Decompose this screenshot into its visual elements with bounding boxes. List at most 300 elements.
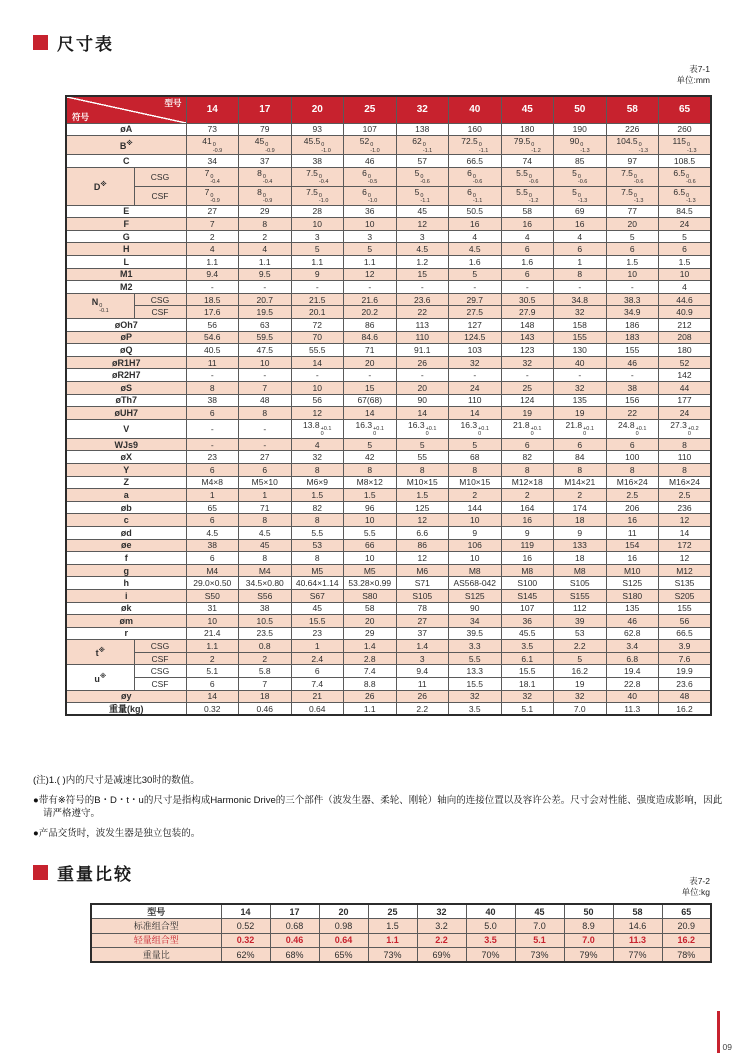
table-row — [66, 394, 711, 407]
value-cell: - — [396, 281, 449, 294]
value-cell: 20.1 — [291, 306, 344, 319]
value-cell: 124.5 — [449, 331, 502, 344]
value-cell: 46 — [606, 356, 659, 369]
table-row — [66, 186, 711, 205]
value-cell: 1 — [239, 489, 292, 502]
value-cell: 58 — [501, 205, 554, 218]
value-cell: 0.46 — [270, 933, 319, 948]
table-row — [66, 665, 711, 678]
row-label: E — [66, 205, 186, 218]
value-cell: 10 — [344, 552, 397, 565]
value-cell: 154 — [606, 539, 659, 552]
value-cell: M6×9 — [291, 476, 344, 489]
value-cell: 4 — [449, 230, 502, 243]
value-cell: 38 — [291, 155, 344, 168]
value-cell: 115 0 -1.3 — [659, 136, 712, 155]
value-cell: 155 — [554, 331, 607, 344]
red-square-icon — [33, 35, 48, 50]
row-label: C — [66, 155, 186, 168]
value-cell: 36 — [344, 205, 397, 218]
table-row — [66, 123, 711, 136]
table-row — [66, 451, 711, 464]
value-cell: 63 — [239, 319, 292, 332]
value-cell: 10 — [344, 514, 397, 527]
value-cell: 6 — [501, 268, 554, 281]
table-row — [66, 205, 711, 218]
table-row — [66, 489, 711, 502]
value-cell: 7.5 0 -0.6 — [606, 167, 659, 186]
value-cell: 56 — [186, 319, 239, 332]
value-cell: 3.4 — [606, 640, 659, 653]
value-cell: 5 — [291, 243, 344, 256]
table2-reference — [682, 876, 710, 898]
value-cell: 2.8 — [344, 652, 397, 665]
value-cell: 3 — [291, 230, 344, 243]
value-cell: 226 — [606, 123, 659, 136]
value-cell: 206 — [606, 501, 659, 514]
value-cell: S180 — [606, 589, 659, 602]
row-label: H — [66, 243, 186, 256]
value-cell: M14×21 — [554, 476, 607, 489]
value-cell: 7 0 -0.9 — [186, 186, 239, 205]
value-cell: 4 — [186, 243, 239, 256]
value-cell: 7 — [186, 218, 239, 231]
reference-mark: ※ — [100, 181, 107, 189]
value-cell: 10 — [449, 552, 502, 565]
value-cell: M10×15 — [449, 476, 502, 489]
value-cell: 45.5 0 -1.0 — [291, 136, 344, 155]
value-cell: 20 — [396, 382, 449, 395]
value-cell: 4 — [501, 230, 554, 243]
value-cell: 2 — [239, 652, 292, 665]
table-row — [66, 652, 711, 665]
value-cell: 174 — [554, 501, 607, 514]
row-label: B※ — [66, 136, 186, 155]
value-cell: 24 — [659, 407, 712, 420]
row-label: r — [66, 627, 186, 640]
value-cell: - — [396, 369, 449, 382]
row-label: øR2H7 — [66, 369, 186, 382]
value-cell: 16.2 — [659, 703, 712, 716]
value-cell: 8 — [186, 382, 239, 395]
value-cell: 40.9 — [659, 306, 712, 319]
tolerance: 0 -0.9 — [212, 142, 223, 154]
dimension-table — [65, 95, 712, 716]
value-cell: 3 — [344, 230, 397, 243]
value-cell: 3.3 — [449, 640, 502, 653]
column-header: 20 — [291, 96, 344, 123]
tolerance: 0 -1.1 — [422, 142, 433, 154]
row-label: c — [66, 514, 186, 527]
value-cell: 8 — [554, 268, 607, 281]
value-cell: 36 — [501, 615, 554, 628]
value-cell: M8×12 — [344, 476, 397, 489]
value-cell: 34 — [449, 615, 502, 628]
tolerance: +0.1 0 — [373, 425, 384, 438]
row-label: 重量比 — [91, 948, 221, 963]
value-cell: 6 — [606, 438, 659, 451]
value-cell: 108.5 — [659, 155, 712, 168]
value-cell: 16 — [449, 218, 502, 231]
value-cell: 4.5 — [239, 526, 292, 539]
value-cell: 6.1 — [501, 652, 554, 665]
value-cell: M4×8 — [186, 476, 239, 489]
value-cell: 143 — [501, 331, 554, 344]
value-cell: 14 — [291, 356, 344, 369]
value-cell: 53 — [554, 627, 607, 640]
value-cell: 180 — [501, 123, 554, 136]
value-cell: 14 — [449, 407, 502, 420]
row-label: øA — [66, 123, 186, 136]
value-cell: 5.5 — [291, 526, 344, 539]
table-row — [66, 564, 711, 577]
value-cell: 8 — [239, 514, 292, 527]
value-cell: 48 — [659, 690, 712, 703]
value-cell: 1 — [554, 256, 607, 269]
value-cell: 77% — [613, 948, 662, 963]
value-cell: M8 — [501, 564, 554, 577]
value-cell: 110 — [449, 394, 502, 407]
tolerance: 0 -0.4 — [262, 173, 273, 186]
tolerance: 0 -1.3 — [687, 142, 697, 154]
tolerance: +0.1 0 — [478, 425, 489, 438]
tolerance: 0 -0.9 — [265, 142, 275, 154]
value-cell: 38 — [239, 602, 292, 615]
value-cell: 71 — [239, 501, 292, 514]
value-cell: 62 0 -1.1 — [396, 136, 449, 155]
value-cell: 16 — [554, 218, 607, 231]
sub-row-label: CSF — [134, 652, 186, 665]
table1-unit: 单位:mm — [676, 75, 710, 85]
value-cell: 8 — [239, 218, 292, 231]
value-cell: M10 — [606, 564, 659, 577]
value-cell: 1.1 — [186, 640, 239, 653]
table-row — [66, 293, 711, 306]
row-label: øe — [66, 539, 186, 552]
value-cell: 86 — [396, 539, 449, 552]
table1-ref-number: 表7-1 — [689, 64, 710, 74]
row-label: N 0 -0.1 — [66, 293, 134, 318]
reference-mark: ※ — [99, 672, 107, 680]
value-cell: 2 — [501, 489, 554, 502]
value-cell: 27.5 — [449, 306, 502, 319]
value-cell: 38 — [606, 382, 659, 395]
value-cell: 5.8 — [239, 665, 292, 678]
table-row — [66, 703, 711, 716]
value-cell: 18 — [239, 690, 292, 703]
value-cell: 2 — [239, 230, 292, 243]
value-cell: AS568-042 — [449, 577, 502, 590]
value-cell: S135 — [659, 577, 712, 590]
value-cell: 28 — [291, 205, 344, 218]
value-cell: 45 0 -0.9 — [239, 136, 292, 155]
table-row — [66, 136, 711, 155]
value-cell: 212 — [659, 319, 712, 332]
value-cell: 32 — [554, 382, 607, 395]
value-cell: 10 — [239, 356, 292, 369]
tolerance: +0.1 0 — [530, 425, 542, 438]
value-cell: 2.5 — [659, 489, 712, 502]
tolerance: 0 -1.0 — [321, 142, 331, 154]
value-cell: 44.6 — [659, 293, 712, 306]
value-cell: 112 — [554, 602, 607, 615]
value-cell: 86 — [344, 319, 397, 332]
table-row — [66, 514, 711, 527]
value-cell: - — [554, 369, 607, 382]
row-label: i — [66, 589, 186, 602]
sub-row-label: CSG — [134, 665, 186, 678]
value-cell: 46 — [606, 615, 659, 628]
value-cell: 113 — [396, 319, 449, 332]
value-cell: 53 — [291, 539, 344, 552]
value-cell: 6 — [186, 514, 239, 527]
value-cell: 7.0 — [554, 703, 607, 716]
value-cell: - — [344, 281, 397, 294]
value-cell: 107 — [344, 123, 397, 136]
row-label: f — [66, 552, 186, 565]
value-cell: 10 — [606, 268, 659, 281]
value-cell: 9.5 — [239, 268, 292, 281]
value-cell: 2.2 — [554, 640, 607, 653]
value-cell: 104.5 0 -1.3 — [606, 136, 659, 155]
value-cell: 47.5 — [239, 344, 292, 357]
value-cell: 1.4 — [344, 640, 397, 653]
tolerance: 0 -1.1 — [472, 192, 483, 205]
value-cell: 18 — [554, 514, 607, 527]
value-cell: 2 — [449, 489, 502, 502]
value-cell: 16 — [501, 552, 554, 565]
table-row — [91, 948, 711, 963]
value-cell: 0.32 — [186, 703, 239, 716]
tolerance: 0 -1.1 — [420, 192, 430, 205]
table2-unit: 单位:kg — [681, 887, 710, 897]
value-cell: 7.5 0 -0.4 — [291, 167, 344, 186]
value-cell: 1.5 — [659, 256, 712, 269]
value-cell: 8 — [554, 463, 607, 476]
tolerance: 0 -0.6 — [420, 173, 430, 186]
value-cell: 29 — [344, 627, 397, 640]
value-cell: 6 — [186, 678, 239, 691]
value-cell: 5 — [449, 268, 502, 281]
row-label: F — [66, 218, 186, 231]
value-cell: 0.46 — [239, 703, 292, 716]
value-cell: 3.5 — [449, 703, 502, 716]
value-cell: S125 — [449, 589, 502, 602]
value-cell: 6 — [291, 665, 344, 678]
value-cell: 90 — [396, 394, 449, 407]
value-cell: 155 — [606, 344, 659, 357]
value-cell: 124 — [501, 394, 554, 407]
value-cell: 46 — [344, 155, 397, 168]
value-cell: 66.5 — [659, 627, 712, 640]
value-cell: - — [186, 419, 239, 438]
value-cell: 21.8 +0.1 0 — [501, 419, 554, 438]
value-cell: 48 — [239, 394, 292, 407]
table-row — [66, 419, 711, 438]
value-cell: 73 — [186, 123, 239, 136]
value-cell: 5.0 — [466, 919, 515, 934]
value-cell: - — [291, 281, 344, 294]
value-cell: 37 — [239, 155, 292, 168]
value-cell: 172 — [659, 539, 712, 552]
value-cell: 15.5 — [501, 665, 554, 678]
value-cell: 16 — [606, 552, 659, 565]
value-cell: - — [239, 419, 292, 438]
value-cell: 14 — [186, 690, 239, 703]
value-cell: 39 — [554, 615, 607, 628]
value-cell: 52 — [659, 356, 712, 369]
value-cell: S100 — [501, 577, 554, 590]
value-cell: 156 — [606, 394, 659, 407]
value-cell: 2.2 — [417, 933, 466, 948]
tolerance: 0 -1.0 — [318, 192, 329, 205]
value-cell: 16 — [606, 514, 659, 527]
value-cell: 91.1 — [396, 344, 449, 357]
value-cell: 5 — [344, 438, 397, 451]
value-cell: S125 — [606, 577, 659, 590]
value-cell: 6.5 0 -0.6 — [659, 167, 712, 186]
value-cell: 110 — [396, 331, 449, 344]
value-cell: 12 — [396, 514, 449, 527]
value-cell: 7.5 0 -1.0 — [291, 186, 344, 205]
tolerance: 0 -1.0 — [370, 142, 380, 154]
value-cell: 21.4 — [186, 627, 239, 640]
value-cell: M5 — [344, 564, 397, 577]
value-cell: M6 — [396, 564, 449, 577]
value-cell: 32 — [501, 690, 554, 703]
value-cell: 12 — [659, 514, 712, 527]
value-cell: 23.6 — [659, 678, 712, 691]
table-row — [66, 155, 711, 168]
value-cell: 32 — [449, 356, 502, 369]
tolerance: 0 -1.2 — [531, 142, 541, 154]
value-cell: 260 — [659, 123, 712, 136]
value-cell: 6 — [501, 243, 554, 256]
value-cell: 1.5 — [396, 489, 449, 502]
value-cell: 186 — [606, 319, 659, 332]
value-cell: 160 — [449, 123, 502, 136]
table-row — [66, 640, 711, 653]
value-cell: 6 0 -1.0 — [344, 186, 397, 205]
value-cell: 0.68 — [270, 919, 319, 934]
corner-symbol-label: 符号 — [72, 111, 90, 122]
value-cell: 5 — [554, 652, 607, 665]
value-cell: 8 — [606, 463, 659, 476]
note-1: (注)1.( )内的尺寸是减速比30时的数值。 — [33, 775, 200, 786]
value-cell: M5×10 — [239, 476, 292, 489]
value-cell: 5 — [344, 243, 397, 256]
value-cell: 7.4 — [344, 665, 397, 678]
value-cell: 6 — [239, 463, 292, 476]
value-cell: 8 — [449, 463, 502, 476]
tolerance: 0 -1.3 — [577, 192, 588, 205]
value-cell: 6.5 0 -1.3 — [659, 186, 712, 205]
value-cell: 5 0 -0.6 — [554, 167, 607, 186]
value-cell: 10 — [291, 382, 344, 395]
value-cell: 103 — [449, 344, 502, 357]
value-cell: 77 — [606, 205, 659, 218]
tolerance: 0 -1.3 — [580, 142, 590, 154]
section-weight-header — [33, 860, 133, 885]
value-cell: 62.8 — [606, 627, 659, 640]
value-cell: 2.4 — [291, 652, 344, 665]
row-label: øOh7 — [66, 319, 186, 332]
value-cell: 1.5 — [291, 489, 344, 502]
value-cell: 5.5 — [449, 652, 502, 665]
value-cell: 23.5 — [239, 627, 292, 640]
value-cell: 16.2 — [554, 665, 607, 678]
value-cell: 5 — [396, 438, 449, 451]
tolerance: +0.1 0 — [320, 425, 332, 438]
value-cell: 155 — [659, 602, 712, 615]
value-cell: 21.5 — [291, 293, 344, 306]
row-label: V — [66, 419, 186, 438]
value-cell: - — [239, 438, 292, 451]
page-number: 09 — [722, 1042, 732, 1052]
table-row — [66, 678, 711, 691]
table1-reference — [676, 64, 710, 86]
sub-row-label: CSG — [134, 293, 186, 306]
value-cell: 20 — [344, 615, 397, 628]
value-cell: 0.32 — [221, 933, 270, 948]
value-cell: 90 0 -1.3 — [554, 136, 607, 155]
value-cell: 9 — [501, 526, 554, 539]
value-cell: S80 — [344, 589, 397, 602]
value-cell: M12 — [659, 564, 712, 577]
value-cell: 20.2 — [344, 306, 397, 319]
value-cell: 1.1 — [239, 256, 292, 269]
value-cell: 66 — [344, 539, 397, 552]
value-cell: 1.6 — [449, 256, 502, 269]
table-row — [66, 476, 711, 489]
value-cell: 1.1 — [291, 256, 344, 269]
value-cell: 23 — [186, 451, 239, 464]
value-cell: 0.52 — [221, 919, 270, 934]
value-cell: 6 0 -0.5 — [344, 167, 397, 186]
value-cell: 19 — [554, 407, 607, 420]
row-label: a — [66, 489, 186, 502]
value-cell: 1 — [186, 489, 239, 502]
table-row — [66, 230, 711, 243]
table-row — [66, 501, 711, 514]
value-cell: - — [186, 438, 239, 451]
value-cell: M12×18 — [501, 476, 554, 489]
value-cell: 40 — [554, 356, 607, 369]
value-cell: 9.4 — [396, 665, 449, 678]
value-cell: 34.5×0.80 — [239, 577, 292, 590]
value-cell: 2 — [186, 230, 239, 243]
value-cell: 142 — [659, 369, 712, 382]
value-cell: 6 — [554, 438, 607, 451]
value-cell: M4 — [186, 564, 239, 577]
value-cell: 70 — [291, 331, 344, 344]
tolerance: 0 -0.4 — [210, 173, 220, 186]
value-cell: 7.5 0 -1.3 — [606, 186, 659, 205]
value-cell: 11.3 — [606, 703, 659, 716]
value-cell: 32 — [291, 451, 344, 464]
value-cell: 22 — [606, 407, 659, 420]
value-cell: 100 — [606, 451, 659, 464]
value-cell: 19.5 — [239, 306, 292, 319]
value-cell: 9 — [291, 268, 344, 281]
value-cell: 3.5 — [501, 640, 554, 653]
table-row — [66, 218, 711, 231]
tolerance: 0 -0.1 — [99, 302, 109, 315]
tolerance: 0 -1.3 — [633, 192, 644, 205]
value-cell: 40.5 — [186, 344, 239, 357]
value-cell: 29 — [239, 205, 292, 218]
table-row — [66, 243, 711, 256]
